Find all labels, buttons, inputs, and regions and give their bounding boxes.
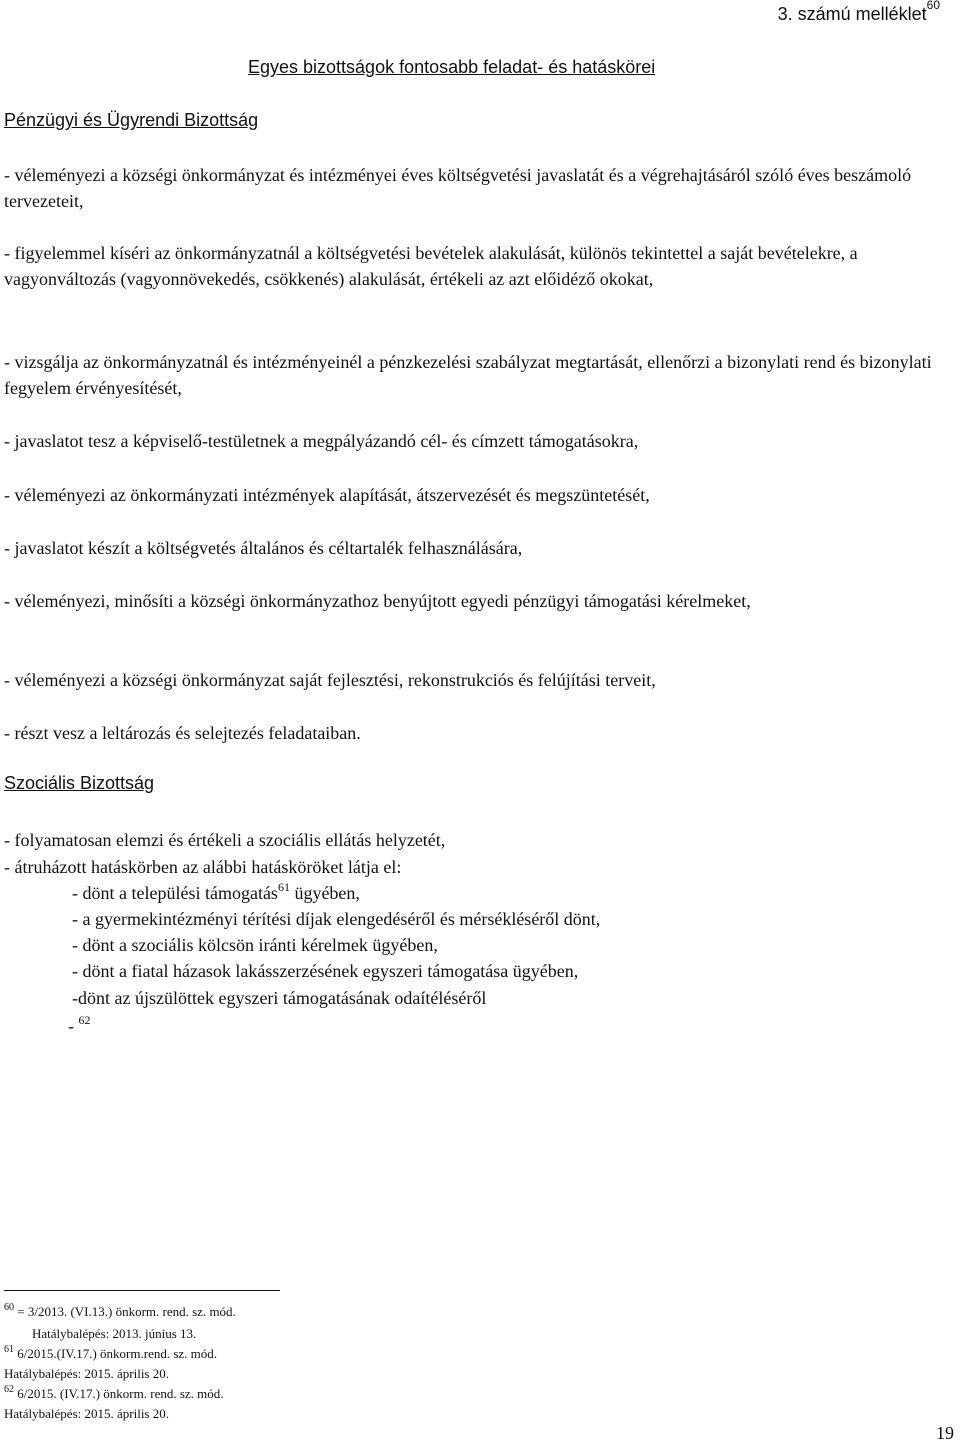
social-subitem-1-text: - dönt a települési támogatás	[72, 883, 278, 903]
social-item-1: - folyamatosan elemzi és értékeli a szociális ellátás helyzetét,	[4, 830, 446, 850]
footnote-62-effective: Hatálybalépés: 2015. április 20.	[4, 1406, 169, 1421]
finance-item-2: - figyelemmel kíséri az önkormányzatnál a költségvetési bevételek alakulását, különös tekintettel a saját bevételekre, a vagyonváltozás (vagyonnövekedés, csökkenés) alakulását, értékeli az azt előidéző okokat,	[4, 243, 858, 289]
footnote-60	[4, 1304, 236, 1320]
footnote-ref-62[interactable]: 62	[78, 1013, 91, 1027]
footnote-60-text: = 3/2013. (VI.13.) önkorm. rend. sz. mód.	[14, 1304, 236, 1319]
main-title: Egyes bizottságok fontosabb feladat- és hatáskörei	[248, 57, 656, 77]
finance-item-1: - véleményezi a községi önkormányzat és intézményei éves költségvetési javaslatát és a végrehajtásáról szóló éves beszámoló tervezeteit,	[4, 165, 912, 211]
repealed-dash: -	[68, 1016, 79, 1036]
finance-item-8: - véleményezi a községi önkormányzat saját fejlesztési, rekonstrukciós és felújítási terveit,	[4, 670, 656, 690]
finance-item-6: - javaslatot készít a költségvetés általános és céltartalék felhasználására,	[4, 538, 523, 558]
footnote-ref-60[interactable]: 60	[926, 0, 940, 12]
footnote-separator	[4, 1290, 280, 1291]
finance-item-9: - részt vesz a leltározás és selejtezés feladataiban.	[4, 723, 361, 743]
footnote-60-effective: Hatálybalépés: 2013. június 13.	[32, 1326, 197, 1341]
footnote-60-number: 60	[4, 1302, 14, 1313]
annex-label-text: 3. számú melléklet	[777, 4, 927, 24]
footnote-62-number: 62	[4, 1384, 14, 1395]
footnote-61	[4, 1346, 217, 1362]
social-repealed-item	[68, 1014, 91, 1038]
annex-label	[777, 0, 940, 25]
social-subitem-2: - a gyermekintézményi térítési díjak elengedéséről és mérsékléséről dönt,	[72, 909, 601, 929]
committee-title-finance: Pénzügyi és Ügyrendi Bizottság	[4, 110, 259, 130]
committee-title-social: Szociális Bizottság	[4, 773, 155, 793]
finance-item-3: - vizsgálja az önkormányzatnál és intézményeinél a pénzkezelési szabályzat megtartását, ellenőrzi a bizonylati rend és bizonylati fegyelem érvényesítését,	[4, 352, 932, 398]
social-subitem-5: -dönt az újszülöttek egyszeri támogatásának odaítéléséről	[72, 988, 487, 1008]
footnote-62	[4, 1386, 224, 1402]
footnote-61-effective: Hatálybalépés: 2015. április 20.	[4, 1366, 169, 1381]
footnote-61-number: 61	[4, 1344, 14, 1355]
social-item-2: - átruházott hatáskörben az alábbi hatásköröket látja el:	[4, 857, 402, 877]
social-subitem-3: - dönt a szociális kölcsön iránti kérelmek ügyében,	[72, 935, 438, 955]
social-subitem-1-end: ügyében,	[289, 883, 360, 903]
finance-item-4: - javaslatot tesz a képviselő-testületnek a megpályázandó cél- és címzett támogatásokra,	[4, 431, 639, 451]
page-number: 19	[936, 1423, 954, 1443]
footnote-ref-61[interactable]: 61	[277, 880, 290, 894]
social-subitem-1	[72, 881, 360, 905]
footnote-61-text: 6/2015.(IV.17.) önkorm.rend. sz. mód.	[14, 1346, 218, 1361]
footnote-62-text: 6/2015. (IV.17.) önkorm. rend. sz. mód.	[14, 1386, 224, 1401]
finance-item-5: - véleményezi az önkormányzati intézmények alapítását, átszervezését és megszüntetését,	[4, 485, 650, 505]
social-subitem-4: - dönt a fiatal házasok lakásszerzésének egyszeri támogatása ügyében,	[72, 961, 579, 981]
finance-item-7: - véleményezi, minősíti a községi önkormányzathoz benyújtott egyedi pénzügyi támogatási kérelmeket,	[4, 591, 751, 611]
